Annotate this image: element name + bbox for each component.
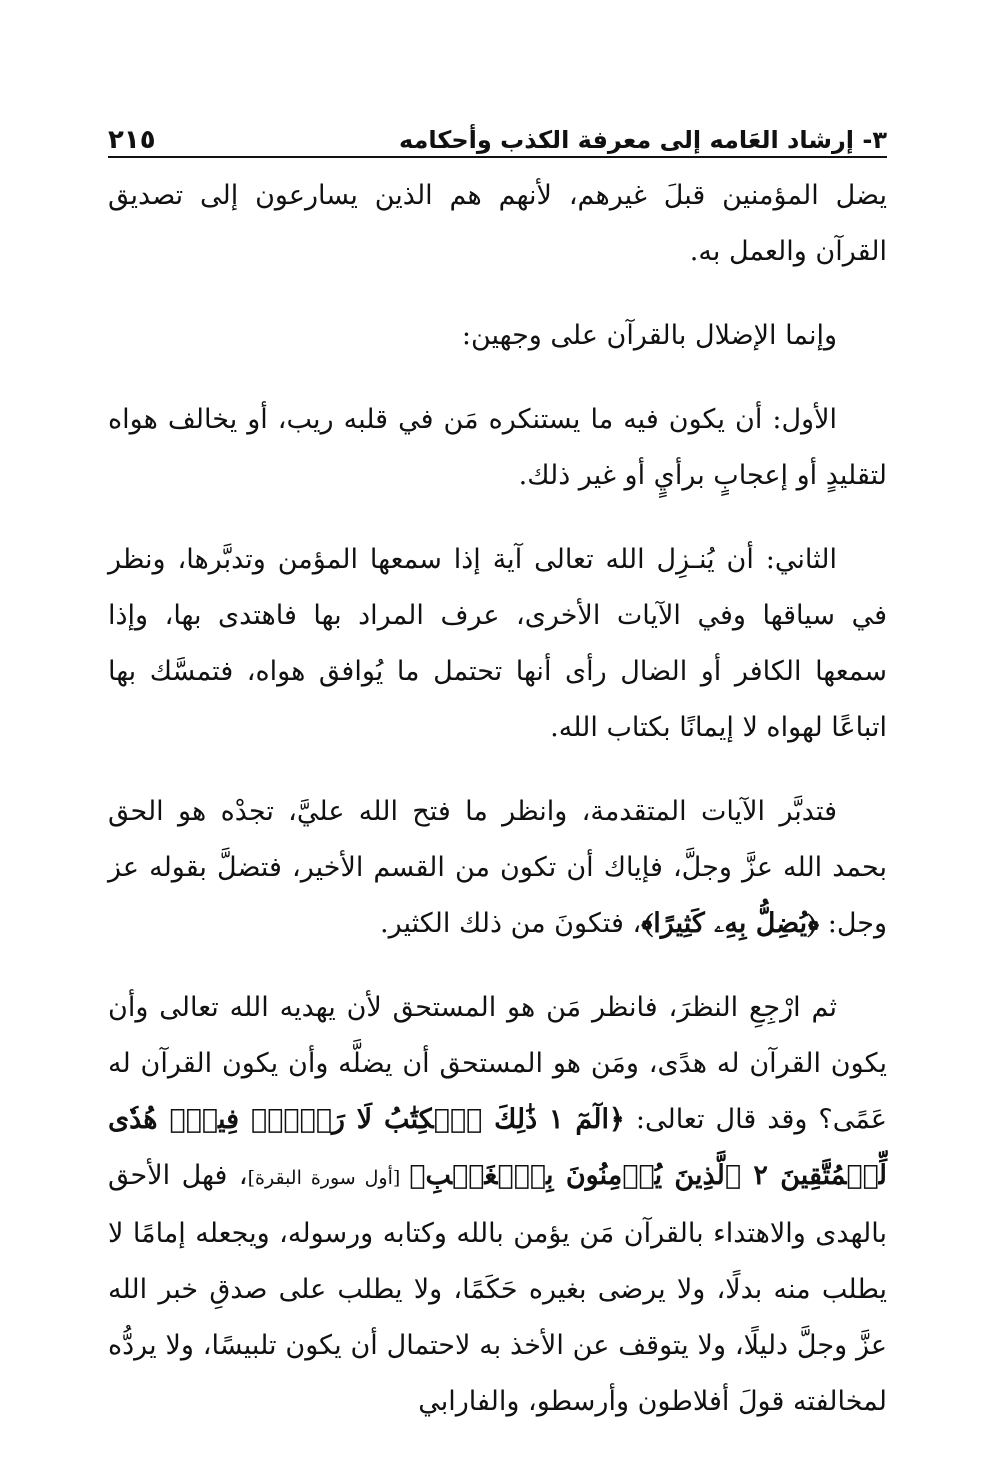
page-number: ٢١٥ <box>108 125 156 155</box>
paragraph-reflect <box>108 784 887 952</box>
paragraph-return-look-text-b: ، فهل الأحق بالهدى والاهتداء بالقرآن مَن يؤمن بالله وكتابه ورسوله، ويجعله إمامًا لا يطلب منه بدلًا، ولا يرضى بغيره حَكَمًا، ولا يطلب على صدقِ خبر الله عزَّ وجلَّ دليلًا، ولا يتوقف عن الأخذ به لاحتمال أن يكون تلبيسًا، ولا يردُّه لمخالفته قولَ أفلاطون وأرسطو، والفارابي <box>108 1160 887 1417</box>
paragraph-return-look <box>108 980 887 1430</box>
header-title: ٣- إرشاد العَامه إلى معرفة الكذب وأحكامه <box>398 126 887 154</box>
running-header <box>108 112 887 158</box>
paragraph-two-ways: وإنما الإضلال بالقرآن على وجهين: <box>461 320 837 351</box>
paragraph-return-look-text-a: ثم ارْجِعِ النظرَ، فانظر مَن هو المستحق لأن يهديه الله تعالى وأن يكون القرآن له هدًى، ومَن هو المستحق أن يضلَّه وأن يكون القرآن له عَمًى؟ وقد قال تعالى: <box>108 992 887 1135</box>
body-text <box>108 168 887 1456</box>
header-rule <box>108 156 887 158</box>
paragraph-first-way: الأول: أن يكون فيه ما يستنكره مَن في قلبه ريب، أو يخالف هواه لتقليدٍ أو إعجابٍ برأيٍ أو غير ذلك. <box>108 404 887 491</box>
paragraph-continuation: يضل المؤمنين قبلَ غيرهم، لأنهم هم الذين يسارعون إلى تصديق القرآن والعمل به. <box>108 180 887 267</box>
quran-quote-baqarah: ﴿الٓمٓ ١ ذَٰلِكَ ٱلۡكِتَٰبُ لَا رَيۡبَۛ فِيهِۛ هُدٗى لِّلۡمُتَّقِينَ ٢ ٱلَّذِينَ يُؤۡمِنُونَ بِٱلۡغَيۡبِ﴾ <box>108 1104 887 1191</box>
paragraph-second-way: الثاني: أن يُنـزِل الله تعالى آية إذا سمعها المؤمن وتدبَّرها، ونظر في سياقها وفي الآيات الأخرى، عرف المراد بها فاهتدى بها، وإذا سمعها الكافر أو الضال رأى أنها تحتمل ما يُوافق هواه، فتمسَّك بها اتباعًا لهواه لا إيمانًا بكتاب الله. <box>108 544 887 743</box>
paragraph-reflect-text-a: فتدبَّر الآيات المتقدمة، وانظر ما فتح الله عليَّ، تجدْه هو الحق بحمد الله عزَّ وجلَّ، فإياك أن تكون من القسم الأخير، فتضلَّ بقوله عز وجل: <box>108 796 887 939</box>
surah-citation: [أول سورة البقرة] <box>247 1167 410 1189</box>
paragraph-reflect-text-b: ، فتكونَ من ذلك الكثير. <box>380 908 642 939</box>
quran-quote-yudillu: ﴿يُضِلُّ بِهِۦ كَثِيرًا﴾ <box>641 908 820 939</box>
